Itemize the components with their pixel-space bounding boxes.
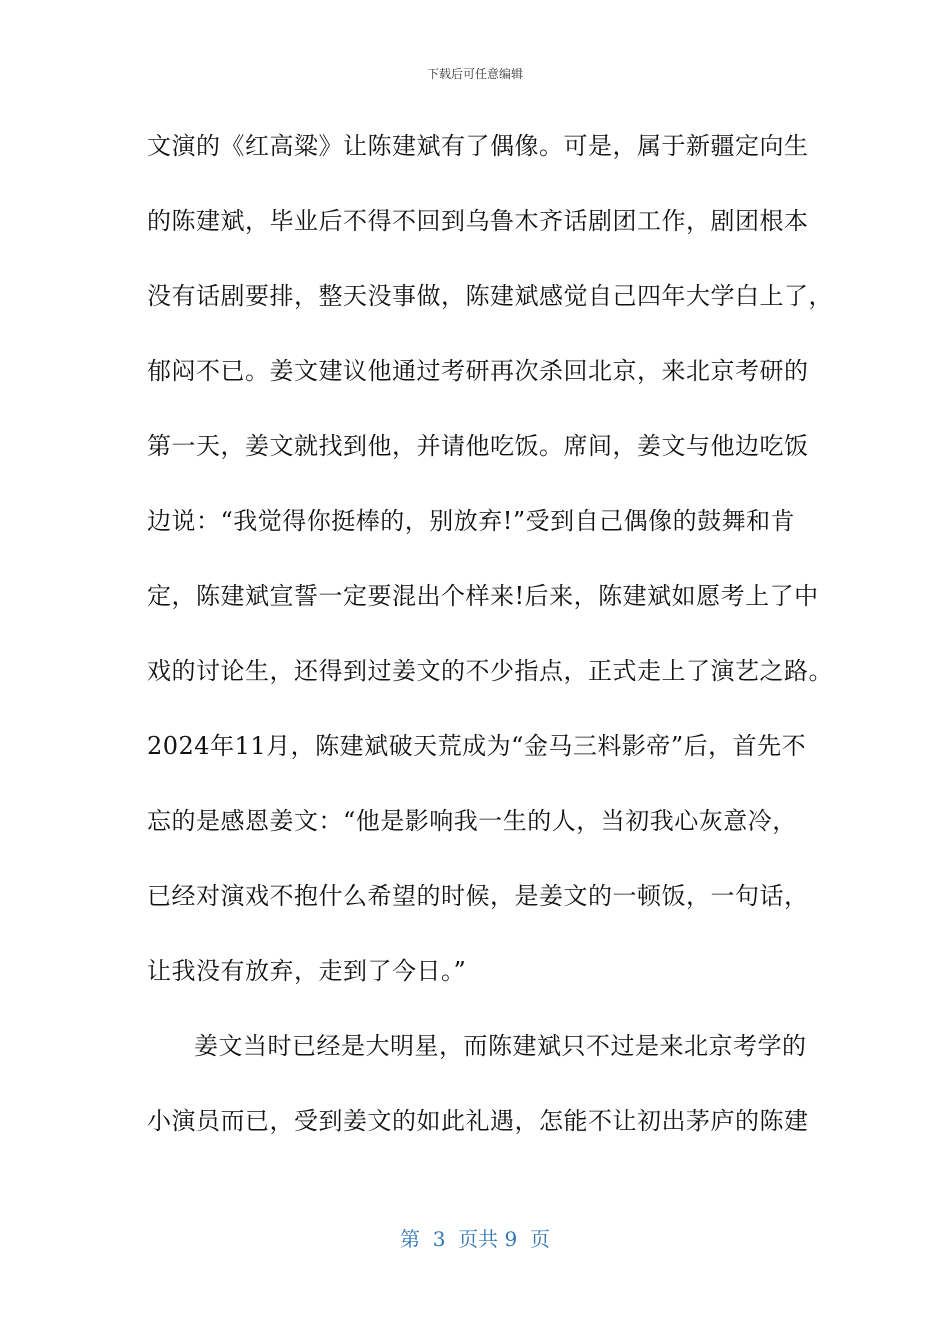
text-line: 小演员而已，受到姜文的如此礼遇，怎能不让初出茅庐的陈建: [147, 1107, 809, 1135]
text-line: 已经对演戏不抱什么希望的时候，是姜文的一顿饭，一句话，: [147, 882, 809, 910]
text-line: 戏的讨论生，还得到过姜文的不少指点，正式走上了演艺之路。: [147, 657, 833, 685]
text-line: 边说：“我觉得你挺棒的，别放弃!”受到自己偶像的鼓舞和肯: [147, 507, 796, 535]
body-text: [147, 128, 833, 1178]
page-header: 下载后可任意编辑: [426, 67, 523, 81]
text-line: 第一天，姜文就找到他，并请他吃饭。席间，姜文与他边吃饭: [147, 432, 809, 460]
text-line: 文演的《红高粱》让陈建斌有了偶像。可是，属于新疆定向生: [147, 132, 809, 160]
paragraph-start-line: 姜文当时已经是大明星，而陈建斌只不过是来北京考学的: [194, 1032, 807, 1060]
text-line: 2024年11月，陈建斌破天荒成为“金马三料影帝”后，首先不: [147, 732, 807, 760]
text-line: 让我没有放弃，走到了今日。”: [147, 957, 467, 985]
text-line: 的陈建斌，毕业后不得不回到乌鲁木齐话剧团工作，剧团根本: [147, 207, 809, 235]
page-number: 第 3 页共 9 页: [400, 1227, 550, 1251]
text-line: 定，陈建斌宣誓一定要混出个样来!后来，陈建斌如愿考上了中: [147, 582, 819, 610]
text-line: 郁闷不已。姜文建议他通过考研再次杀回北京，来北京考研的: [147, 357, 809, 385]
text-line: 没有话剧要排，整天没事做，陈建斌感觉自己四年大学白上了，: [147, 282, 833, 310]
text-line: 忘的是感恩姜文：“他是影响我一生的人，当初我心灰意冷，: [147, 807, 797, 835]
